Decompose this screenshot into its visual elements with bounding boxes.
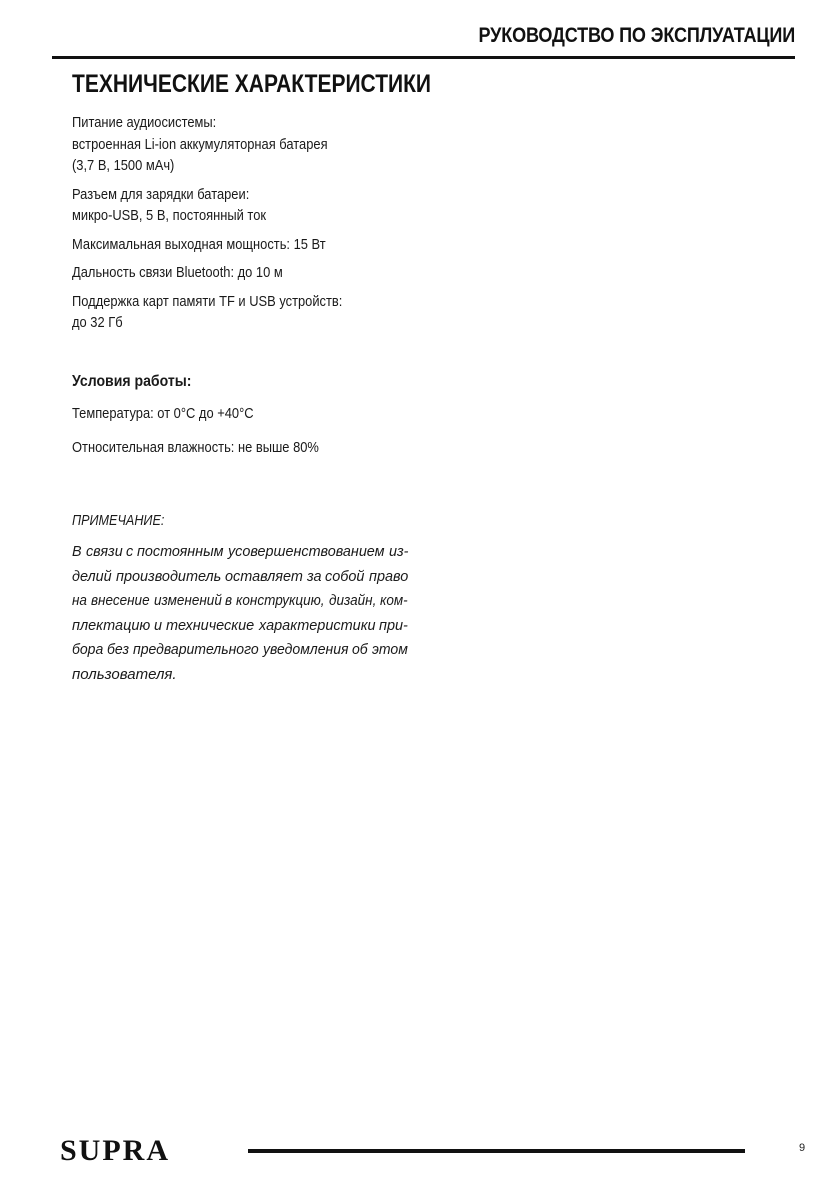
- spec-memory-cards: [72, 291, 452, 334]
- note-word: пользователя.: [72, 665, 177, 683]
- note-word: уведомления: [262, 641, 349, 658]
- note-word: делий: [72, 567, 112, 585]
- note-line: [72, 663, 408, 688]
- note-word: собой: [325, 567, 365, 585]
- note-word: за: [306, 567, 322, 585]
- note-word: технические: [166, 616, 255, 634]
- note-word: в: [225, 592, 233, 609]
- header-rule: [52, 56, 795, 59]
- note-word: оставляет: [224, 567, 303, 585]
- note-word: связи: [85, 543, 123, 560]
- specs-list: [72, 112, 452, 341]
- spec-output-power: [72, 234, 452, 256]
- spec-charging: [72, 184, 452, 227]
- note-body: [72, 540, 408, 687]
- supra-logo: SUPRA: [60, 1134, 171, 1167]
- spec-line: Максимальная выходная мощность: 15 Вт: [72, 235, 326, 253]
- spec-bluetooth-range: [72, 262, 452, 284]
- note-word: В: [72, 543, 82, 560]
- note-word: конструкцию,: [236, 592, 325, 609]
- spec-line: Дальность связи Bluetooth: до 10 м: [72, 264, 283, 281]
- spec-line: встроенная Li-ion аккумуляторная батарея: [72, 135, 328, 153]
- note-word: характеристики: [258, 616, 376, 634]
- footer-rule: [248, 1149, 745, 1153]
- note-line: [72, 638, 408, 663]
- note-word: с: [126, 543, 134, 560]
- note-word: на: [72, 592, 87, 609]
- note-word: из-: [388, 543, 408, 560]
- condition-humidity: Относительная влажность: не выше 80%: [72, 438, 319, 456]
- note-word: плектацию: [72, 616, 151, 634]
- note-line: [72, 614, 408, 639]
- spec-line: до 32 Гб: [72, 314, 123, 331]
- spec-line: Разъем для зарядки батареи:: [72, 185, 250, 203]
- note-word: право: [368, 567, 408, 585]
- note-word: без: [107, 641, 130, 658]
- spec-line: Поддержка карт памяти TF и USB устройств:: [72, 292, 343, 310]
- note-word: дизайн,: [328, 592, 377, 609]
- note-word: внесение: [90, 592, 150, 609]
- conditions-heading: Условия работы:: [72, 373, 192, 390]
- note-word: об: [352, 641, 369, 658]
- spec-line: (3,7 В, 1500 мАч): [72, 157, 175, 174]
- note-label: ПРИМЕЧАНИЕ:: [72, 512, 165, 529]
- header-title: РУКОВОДСТВО ПО ЭКСПЛУАТАЦИИ: [478, 24, 795, 47]
- spec-line: Питание аудиосистемы:: [72, 114, 217, 131]
- note-line: [72, 565, 408, 590]
- page-number: 9: [799, 1142, 806, 1154]
- note-word: изменений: [153, 592, 222, 609]
- note-word: предварительного: [133, 641, 259, 658]
- note-word: этом: [372, 641, 408, 658]
- spec-power: [72, 112, 452, 177]
- note-word: и: [154, 616, 163, 634]
- note-word: при-: [379, 616, 408, 634]
- note-word: производитель: [115, 567, 221, 585]
- conditions-list: [72, 403, 359, 470]
- note-word: ком-: [380, 592, 408, 609]
- note-line: [72, 540, 408, 565]
- section-title: ТЕХНИЧЕСКИЕ ХАРАКТЕРИСТИКИ: [72, 70, 432, 98]
- spec-line: микро-USB, 5 В, постоянный ток: [72, 207, 267, 224]
- note-word: усовершенствованием: [228, 543, 385, 560]
- note-line: [72, 589, 408, 614]
- condition-temperature: Температура: от 0°С до +40°С: [72, 405, 254, 422]
- note-word: бора: [72, 641, 104, 658]
- note-word: постоянным: [137, 543, 225, 560]
